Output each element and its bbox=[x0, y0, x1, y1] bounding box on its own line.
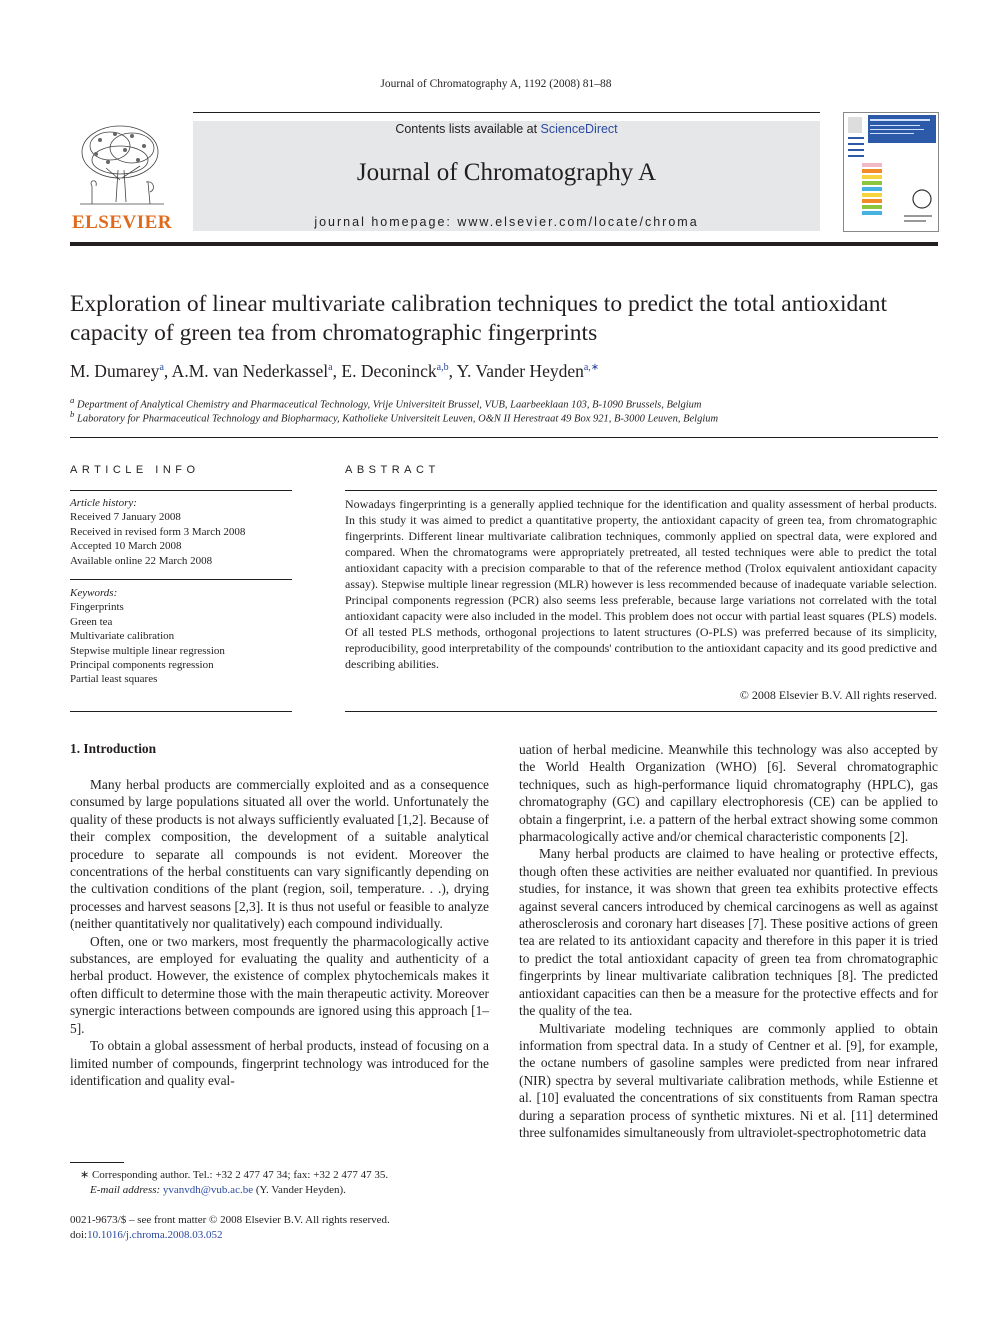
history-received: Received 7 January 2008 bbox=[70, 511, 181, 524]
journal-banner bbox=[193, 121, 820, 231]
header-top-rule bbox=[193, 112, 820, 113]
header-thick-rule bbox=[70, 242, 938, 246]
sciencedirect-link[interactable]: ScienceDirect bbox=[540, 122, 618, 136]
issn-line: 0021-9673/$ – see front matter © 2008 Elsevier B.V. All rights reserved. bbox=[70, 1214, 390, 1226]
doi-label: doi: bbox=[70, 1229, 88, 1241]
author-list bbox=[70, 361, 599, 382]
section-heading-introduction: 1. Introduction bbox=[70, 741, 157, 756]
article-info-bottom-rule bbox=[70, 711, 292, 712]
abstract-heading: ABSTRACT bbox=[345, 464, 440, 476]
author-1: M. Dumarey bbox=[70, 361, 160, 381]
history-revised: Received in revised form 3 March 2008 bbox=[70, 525, 246, 538]
email-footnote bbox=[90, 1183, 346, 1198]
keyword-item: Partial least squares bbox=[70, 673, 158, 686]
intro-paragraph: To obtain a global assessment of herbal products, instead of focusing on a limited number of compounds, fingerprint technology was introduced for the identification and quality eval- bbox=[70, 1038, 489, 1088]
intro-paragraph: Often, one or two markers, most frequently the pharmacologically active substances, are employed for evaluating the quality and authenticity of a herbal product. However, the existence of complex phytochemicals makes it often difficult to determine those with the main therapeutic activity. Moreover synergic interactions between compounds are ignored using this approach [1–5]. bbox=[70, 933, 489, 1036]
affiliation-a-text: Department of Analytical Chemistry and Pharmaceutical Technology, Vrije Universiteit Brussel, VUB, Laarbeeklaan 103, B-1090 Brussels, Belgium bbox=[77, 399, 702, 411]
abstract-text: Nowadays fingerprinting is a generally applied technique for the identification and quality assessment of herbal products. In this study it was aimed to predict a quantitative property, the antioxidant capacity of green tea, from chromatographic fingerprints. Different linear multivariate calibration techniques, commonly applied on spectral data, were explored and compared. When the chromatograms were appropriately pretreated, all tested techniques were able to predict the total antioxidant capacity with a precision comparable to that of the reference method (Trolox equivalent antioxidant capacity assay). Stepwise multiple linear regression (MLR) however is less recommended because of inadequate variable selection. Principal components regression (PCR) also seems less preferable, because large variations not correlated with the total antioxidant capacity were also included in the model. This problem does not occur with partial least squares (PLS) models. Of all tested PLS methods, orthogonal projections to latent structures (O-PLS) was preferred because of its simplicity, reproducibility, good interpretability of the compounds' contribution to the antioxidant capacity and its good predictive and describing abilities. bbox=[345, 497, 937, 671]
intro-left-column bbox=[70, 776, 489, 1089]
intro-paragraph: Many herbal products are commercially exploited and as a consequence consumed by large populations situated all over the world. Unfortunately the quality of these products is not always sufficiently evaluated [1,2]. Because of their complex composition, the development of a suitable analytical procedure to separate all compounds is not evident. Moreover the concentrations of the herbal constituents can vary significantly depending on the cultivation conditions of the plant (region, soil, temperature. . .), drying processes and harvest seasons [2,3]. It is thus not useful or feasible to analyze (neither quantitatively nor qualitatively) each compound individually. bbox=[70, 777, 489, 932]
article-history bbox=[70, 496, 245, 568]
affiliation-rule bbox=[70, 437, 938, 438]
article-info-rule bbox=[70, 490, 292, 491]
intro-paragraph: Multivariate modeling techniques are commonly applied to obtain information from spectral data. In a study of Centner et al. [9], for example, the octane numbers of gasoline samples were predicted from near infrared (NIR) spectra by several multivariate calibration methods, while Estienne et al. [10] evaluated the concentrations of six constituents from Raman spectra during a separation process of synthetic mixtures. Ni et al. [11] determined three sulfonamides simultaneously from ultraviolet-spectrophotometric data bbox=[519, 1020, 938, 1140]
keyword-item: Principal components regression bbox=[70, 659, 214, 672]
affiliation-b-text: Laboratory for Pharmaceutical Technology and Biopharmacy, Katholieke Universiteit Leuven, O&N II Herestraat 49 Box 921, B-3000 Leuven, Belgium bbox=[77, 413, 719, 425]
cover-image-icon bbox=[844, 113, 938, 231]
keywords-label: Keywords: bbox=[70, 587, 118, 599]
keywords-rule bbox=[70, 579, 292, 580]
keyword-item: Stepwise multiple linear regression bbox=[70, 644, 225, 657]
email-link[interactable]: yvanvdh@vub.ac.be bbox=[162, 1184, 254, 1196]
journal-citation: Journal of Chromatography A, 1192 (2008) 81–88 bbox=[380, 78, 612, 90]
history-accepted: Accepted 10 March 2008 bbox=[70, 540, 182, 553]
author-1-affil[interactable]: a bbox=[159, 362, 164, 374]
author-2: , A.M. van Nederkassel bbox=[163, 361, 329, 381]
keyword-item: Multivariate calibration bbox=[70, 630, 175, 643]
author-4: , Y. Vander Heyden bbox=[448, 361, 584, 381]
email-label: E-mail address: bbox=[90, 1184, 163, 1196]
elsevier-tree-icon bbox=[70, 120, 174, 212]
keywords bbox=[70, 586, 225, 687]
author-3: , E. Deconinck bbox=[332, 361, 437, 381]
intro-paragraph: Many herbal products are claimed to have healing or protective effects, though often these activities are neither evaluated nor quantified. In previous studies, for instance, it was shown that green tea exhibits protective effects against several cancers introduced by chemical carcinogens as well as against atherosclerosis and coronary hart diseases [7]. These positive actions of green tea are related to its antioxidant capacity and therefore in this paper it is tried to predict the total antioxidant capacity of green tea from chromatographic fingerprints by linear multivariate calibration techniques [8]. The predicted antioxidant capacities can then be a measure for the protective effects and for the quality of the tea. bbox=[519, 846, 938, 1019]
abstract-top-rule bbox=[345, 490, 937, 491]
abstract-copyright: © 2008 Elsevier B.V. All rights reserved. bbox=[739, 688, 937, 702]
article-title: Exploration of linear multivariate calibration techniques to predict the total antioxidant capacity of green tea from chromatographic fingerprints bbox=[70, 291, 888, 346]
author-3-affil[interactable]: a,b bbox=[436, 362, 449, 374]
abstract-bottom-rule bbox=[345, 711, 937, 712]
publisher-name: ELSEVIER bbox=[71, 212, 173, 233]
doi-line bbox=[70, 1228, 222, 1243]
journal-title[interactable]: Journal of Chromatography A bbox=[356, 159, 657, 186]
email-suffix: (Y. Vander Heyden). bbox=[253, 1184, 346, 1196]
affiliation-b-sup: b bbox=[70, 409, 75, 419]
elsevier-logo[interactable] bbox=[70, 120, 174, 232]
article-info-heading: ARTICLE INFO bbox=[70, 464, 200, 476]
journal-cover-thumbnail[interactable] bbox=[843, 112, 939, 232]
doi-link[interactable]: 10.1016/j.chroma.2008.03.052 bbox=[87, 1229, 223, 1241]
keyword-item: Green tea bbox=[70, 615, 113, 628]
keyword-item: Fingerprints bbox=[70, 601, 124, 614]
author-4-affil[interactable]: a,∗ bbox=[583, 362, 600, 374]
contents-prefix: Contents lists available at bbox=[395, 122, 541, 136]
intro-paragraph: uation of herbal medicine. Meanwhile this technology was also accepted by the World Health Organization (WHO) [6]. Several chromatographic techniques, such as high-performance liquid chromatography (HPLC), gas chromatography (GC) and capillary electrophoresis (CE) can be applied to obtain a fingerprint, i.e. a pattern of the herbal extract showing some common pharmacologically active and/or chemical characteristic components [2]. bbox=[519, 742, 938, 845]
footnote-rule bbox=[70, 1162, 124, 1163]
author-2-affil[interactable]: a bbox=[328, 362, 333, 374]
journal-homepage[interactable]: journal homepage: www.elsevier.com/locate/chroma bbox=[314, 215, 699, 229]
affiliation-b bbox=[70, 409, 718, 425]
corresponding-author-footnote: ∗ Corresponding author. Tel.: +32 2 477 47 34; fax: +32 2 477 47 35. bbox=[80, 1169, 389, 1181]
affiliation-a-sup: a bbox=[70, 395, 75, 405]
history-online: Available online 22 March 2008 bbox=[70, 554, 213, 567]
intro-right-column bbox=[519, 741, 938, 1141]
contents-line bbox=[193, 122, 820, 136]
history-label: Article history: bbox=[70, 497, 137, 509]
